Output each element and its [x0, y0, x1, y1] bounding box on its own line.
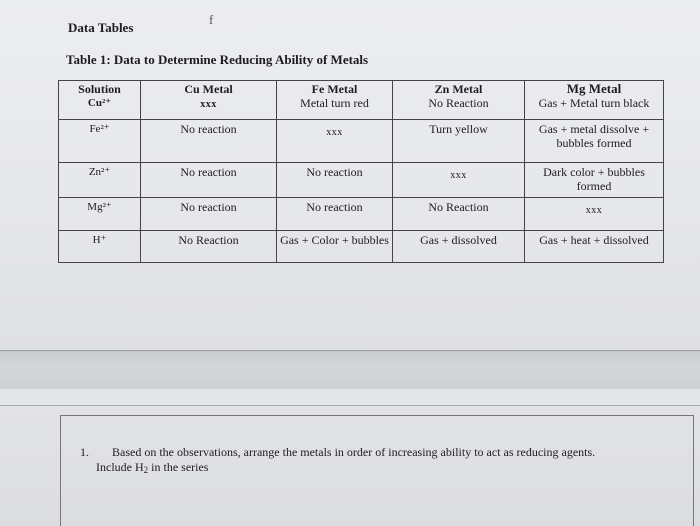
reducing-ability-table [58, 80, 664, 263]
table-cell: Gas + Metal turn black [538, 96, 650, 110]
header-cu: Cu Metal [184, 82, 233, 96]
header-cell-solution [59, 81, 141, 120]
row-label: Cu²⁺ [87, 97, 112, 109]
table-cell: No reaction [277, 198, 393, 230]
header-solution: Solution [78, 82, 121, 96]
question-text-line2 [96, 460, 208, 478]
table-row [59, 162, 664, 198]
question-text-prefix: Include H [96, 460, 144, 474]
table-header-row [59, 81, 664, 120]
table-cell: Gas + Color + bubbles [277, 230, 393, 262]
question-text: Based on the observations, arrange the metals in order of increasing ability to act as reducing agents. [112, 445, 596, 459]
section-heading: Data Tables [68, 20, 134, 35]
subscript: 2 [143, 465, 149, 475]
table-cell: No Reaction [393, 198, 525, 230]
table-cell: xxx [200, 99, 217, 110]
table-cell: No reaction [141, 119, 277, 162]
pen-mark: f [209, 12, 214, 27]
header-zn: Zn Metal [434, 82, 483, 96]
header-fe: Fe Metal [311, 82, 358, 96]
header-mg: Mg Metal [566, 81, 622, 96]
table-cell: No Reaction [428, 96, 489, 110]
table-row [59, 119, 664, 162]
table-cell: No reaction [141, 162, 277, 198]
header-cell-cu [141, 81, 277, 120]
row-label: Zn²⁺ [59, 162, 141, 198]
table-cell: Gas + dissolved [393, 230, 525, 262]
table-title: Table 1: Data to Determine Reducing Ability of Metals [66, 52, 369, 67]
header-cell-fe [277, 81, 393, 120]
table-cell: xxx [393, 162, 525, 198]
table-cell: Gas + metal dissolve + bubbles formed [525, 119, 664, 162]
table-cell: Gas + heat + dissolved [525, 230, 664, 262]
row-label: Fe²⁺ [59, 119, 141, 162]
table-cell: Metal turn red [300, 96, 369, 110]
table-row [59, 198, 664, 230]
table-cell: No reaction [141, 198, 277, 230]
table-row [59, 230, 664, 262]
table-cell: xxx [525, 198, 664, 230]
row-label: Mg²⁺ [59, 198, 141, 230]
page-fold-edge [0, 350, 700, 389]
question-text-suffix: in the series [148, 460, 209, 474]
row-label: H⁺ [59, 230, 141, 262]
header-cell-mg [525, 81, 664, 120]
table-cell: xxx [277, 119, 393, 162]
table-cell: Turn yellow [393, 119, 525, 162]
table-cell: Dark color + bubbles formed [525, 162, 664, 198]
question-number: 1. [80, 445, 89, 459]
header-cell-zn [393, 81, 525, 120]
table-cell: No reaction [277, 162, 393, 198]
table-cell: No Reaction [141, 230, 277, 262]
